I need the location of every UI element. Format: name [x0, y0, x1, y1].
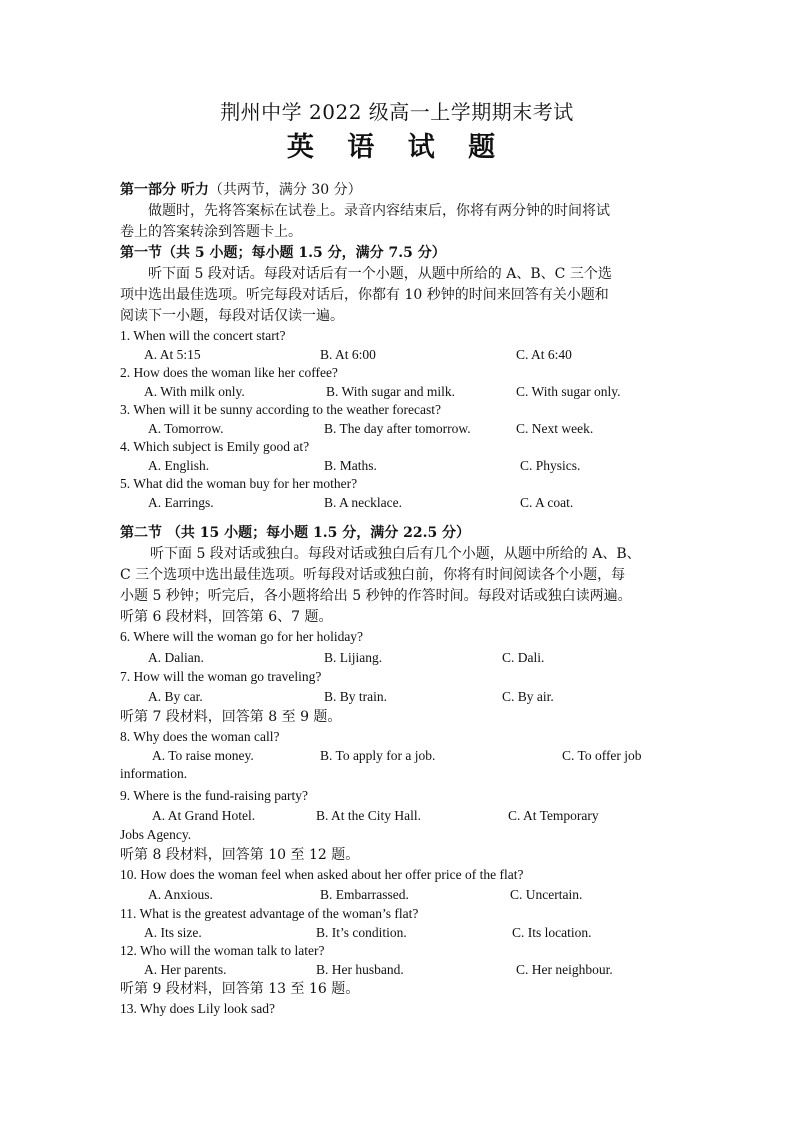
option-b: B. At the City Hall.	[316, 808, 422, 823]
option-a: A. With milk only.	[144, 383, 245, 399]
option-a: A. English.	[148, 457, 210, 473]
question-5: 5. What did the woman buy for her mother?	[120, 476, 358, 491]
part1-heading	[120, 180, 676, 201]
school-exam-title: 荆州中学 2022 级高一上学期期末考试	[220, 100, 574, 124]
question-11: 11. What is the greatest advantage of the woman’s flat?	[120, 906, 419, 921]
option-b: B. The day after tomorrow.	[324, 420, 471, 436]
question-10: 10. How does the woman feel when asked about her offer price of the flat?	[120, 866, 524, 882]
question-3: 3. When will it be sunny according to the weather forecast?	[120, 402, 442, 417]
question-4-options	[120, 457, 676, 476]
option-b: B. Her husband.	[316, 961, 404, 977]
option-a: A. Tomorrow.	[148, 420, 224, 436]
option-c: C. Next week.	[516, 420, 594, 436]
section2-instr-line-3: 小题 5 秒钟；听完后，各小题将给出 5 秒钟的作答时间。每段对话或独白读两遍。	[120, 588, 632, 604]
question-8-options	[120, 747, 676, 766]
part1-intro-line-2: 卷上的答案转涂到答题卡上。	[120, 224, 302, 240]
question-8-continued: information.	[120, 766, 188, 781]
option-c: C. Physics.	[520, 457, 581, 473]
subject-title: 英 语 试 题	[286, 132, 508, 163]
question-11-options	[120, 924, 676, 943]
material-8-heading: 听第 8 段材料，回答第 10 至 12 题。	[120, 846, 360, 863]
option-a: A. Its size.	[144, 924, 202, 940]
option-b: B. By train.	[324, 689, 387, 704]
exam-body	[120, 180, 676, 1019]
option-c: C. With sugar only.	[516, 383, 621, 399]
part1-intro-line-1: 做题时，先将答案标在试卷上。录音内容结束后，你将有两分钟的时间将试	[148, 203, 610, 219]
question-9-options	[120, 805, 676, 826]
option-b: B. Maths.	[324, 457, 377, 473]
question-1: 1. When will the concert start?	[120, 328, 286, 343]
question-4: 4. Which subject is Emily good at?	[120, 439, 310, 454]
section2-instr-line-1: 听下面 5 段对话或独白。每段对话或独白后有几个小题，从题中所给的 A、B、	[150, 546, 641, 562]
question-12: 12. Who will the woman talk to later?	[120, 943, 325, 958]
option-c: C. To offer job	[562, 747, 642, 763]
material-6-heading: 听第 6 段材料，回答第 6、7 题。	[120, 609, 333, 625]
option-c: C. A coat.	[520, 494, 574, 510]
option-b: B. Lijiang.	[324, 649, 383, 665]
material-7-heading: 听第 7 段材料，回答第 8 至 9 题。	[120, 709, 342, 725]
material-9-heading: 听第 9 段材料，回答第 13 至 16 题。	[120, 981, 360, 997]
option-a: A. Earrings.	[148, 494, 214, 510]
part1-heading-rest: （共两节，满分 30 分）	[208, 182, 362, 198]
option-c: C. Dali.	[502, 649, 545, 665]
option-c: C. At 6:40	[516, 346, 572, 362]
question-9-continued: Jobs Agency.	[120, 827, 192, 842]
option-c: C. Uncertain.	[510, 887, 583, 902]
option-b: B. Embarrassed.	[320, 887, 409, 902]
question-1-options	[120, 346, 676, 365]
question-5-options	[120, 494, 676, 513]
question-6: 6. Where will the woman go for her holiday?	[120, 629, 364, 644]
question-12-options	[120, 961, 676, 980]
option-a: A. Dalian.	[148, 649, 204, 665]
question-8: 8. Why does the woman call?	[120, 729, 280, 744]
option-a: A. At 5:15	[144, 346, 201, 362]
question-7: 7. How will the woman go traveling?	[120, 668, 322, 684]
spacer	[120, 512, 676, 523]
question-2-options	[120, 383, 676, 402]
question-3-options	[120, 420, 676, 439]
option-c: C. At Temporary	[508, 808, 599, 823]
option-a: A. Her parents.	[144, 961, 227, 977]
section1-heading: 第一节（共 5 小题；每小题 1.5 分，满分 7.5 分）	[120, 245, 446, 261]
question-13: 13. Why does Lily look sad?	[120, 1001, 275, 1016]
section1-instr-line-3: 阅读下一小题，每段对话仅读一遍。	[120, 308, 344, 324]
option-c: C. Its location.	[512, 924, 592, 940]
section1-instr-line-2: 项中选出最佳选项。听完每段对话后，你都有 10 秒钟的时间来回答有关小题和	[120, 287, 609, 303]
question-10-options	[120, 884, 676, 905]
option-a: A. Anxious.	[148, 887, 213, 902]
option-b: B. To apply for a job.	[320, 747, 436, 763]
option-b: B. With sugar and milk.	[326, 383, 455, 399]
option-b: B. It’s condition.	[316, 924, 407, 940]
option-a: A. By car.	[148, 689, 203, 704]
question-7-options	[120, 686, 676, 707]
part1-heading-bold: 第一部分 听力	[120, 182, 209, 198]
section2-instr-line-2: C 三个选项中选出最佳选项。听每段对话或独白前，你将有时间阅读各个小题，每	[120, 567, 626, 583]
option-a: A. At Grand Hotel.	[152, 808, 256, 823]
question-2: 2. How does the woman like her coffee?	[120, 365, 338, 380]
section1-instr-line-1: 听下面 5 段对话。每段对话后有一个小题，从题中所给的 A、B、C 三个选	[148, 266, 612, 282]
option-a: A. To raise money.	[152, 747, 254, 763]
option-c: C. By air.	[502, 689, 554, 704]
option-b: B. At 6:00	[320, 346, 376, 362]
option-c: C. Her neighbour.	[516, 961, 613, 977]
section2-heading: 第二节 （共 15 小题；每小题 1.5 分，满分 22.5 分）	[120, 525, 471, 541]
option-b: B. A necklace.	[324, 494, 402, 510]
question-9: 9. Where is the fund-raising party?	[120, 787, 308, 803]
question-6-options	[120, 647, 676, 668]
